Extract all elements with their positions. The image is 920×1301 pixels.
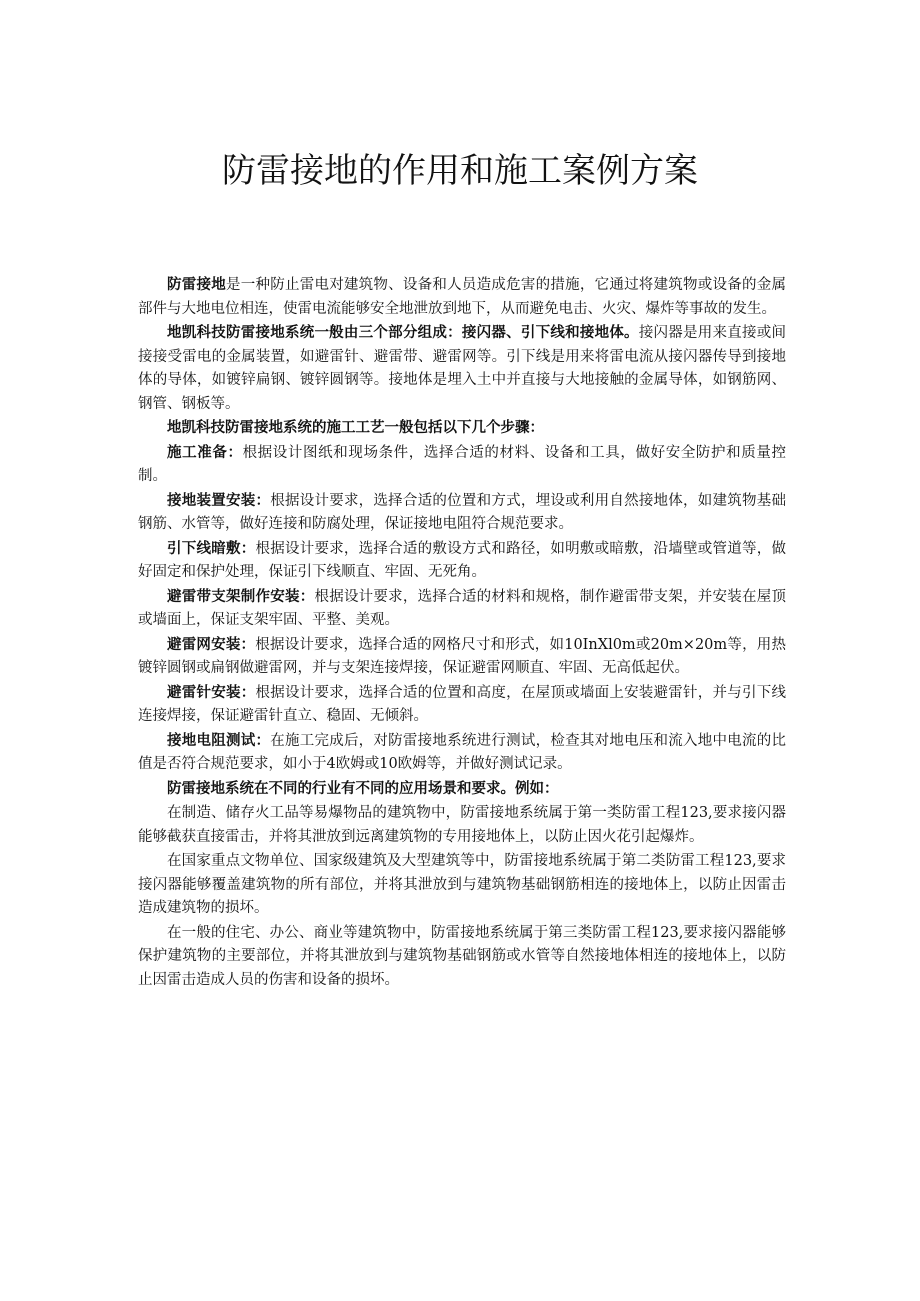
paragraph-lead: 引下线暗敷： <box>167 539 256 557</box>
paragraph-text: 在一般的住宅、办公、商业等建筑物中，防雷接地系统属于第三类防雷工程123,要求接闪器能够保护建筑物的主要部位，并将其泄放到与建筑物基础钢筋或水管等自然接地体相连的接地体上，以防止因雷击造成人员的伤害和设备的损坏。 <box>138 924 786 988</box>
paragraph-7 <box>138 585 786 633</box>
paragraph-text: 根据设计要求，选择合适的位置和方式，埋设或利用自然接地体，如建筑物基础钢筋、水管等，做好连接和防腐处理，保证接地电阻符合规范要求。 <box>138 492 787 532</box>
paragraph-13 <box>138 849 786 921</box>
paragraph-lead: 避雷网安装： <box>167 635 256 653</box>
paragraph-4 <box>138 441 786 489</box>
paragraph-lead: 地凯科技防雷接地系统一般由三个部分组成：接闪器、引下线和接地体。 <box>167 324 639 341</box>
paragraph-lead: 防雷接地 <box>167 276 226 293</box>
paragraph-12 <box>138 801 786 849</box>
paragraph-lead: 施工准备： <box>167 443 243 461</box>
paragraph-9 <box>138 681 786 729</box>
paragraph-text: 在施工完成后，对防雷接地系统进行测试，检查其对地电压和流入地中电流的比值是否符合规范要求，如小于4欧姆或10欧姆等，并做好测试记录。 <box>138 732 787 772</box>
paragraph-3 <box>138 416 786 441</box>
paragraph-lead: 地凯科技防雷接地系统的施工工艺一般包括以下几个步骤： <box>167 419 544 436</box>
paragraph-text: 根据设计要求，选择合适的位置和高度，在屋顶或墙面上安装避雷针，并与引下线连接焊接，保证避雷针直立、稳固、无倾斜。 <box>138 684 787 724</box>
paragraph-text: 在制造、储存火工品等易爆物品的建筑物中，防雷接地系统属于第一类防雷工程123,要求接闪器能够截获直接雷击，并将其泄放到远离建筑物的专用接地体上，以防止因火花引起爆炸。 <box>138 805 786 845</box>
paragraph-lead: 接地电阻测试： <box>167 731 271 749</box>
page-title: 防雷接地的作用和施工案例方案 <box>222 151 698 191</box>
paragraph-10 <box>138 729 786 777</box>
paragraph-6 <box>138 537 786 585</box>
paragraph-5 <box>138 489 786 537</box>
paragraph-8 <box>138 633 786 681</box>
paragraph-text: 根据设计要求，选择合适的网格尺寸和形式，如10InXl0m或20m×20m等，用热镀锌圆钢或扁钢做避雷网，并与支架连接焊接，保证避雷网顺直、牢固、无高低起伏。 <box>138 636 787 676</box>
paragraph-lead: 接地装置安装： <box>167 491 271 509</box>
paragraph-text: 在国家重点文物单位、国家级建筑及大型建筑等中，防雷接地系统属于第二类防雷工程123,要求接闪器能够覆盖建筑物的所有部位，并将其泄放到与建筑物基础钢筋相连的接地体上，以防止因雷击造成建筑物的损坏。 <box>138 853 786 916</box>
paragraph-lead: 避雷针安装： <box>167 683 256 701</box>
paragraph-14 <box>138 921 786 993</box>
paragraph-lead: 避雷带支架制作安装： <box>167 587 315 605</box>
paragraph-text: 根据设计要求，选择合适的材料和规格，制作避雷带支架，并安装在屋顶或墙面上，保证支架牢固、平整、美观。 <box>138 588 787 628</box>
paragraph-text: 接闪器是用来直接或间接接受雷电的金属装置，如避雷针、避雷带、避雷网等。引下线是用来将雷电流从接闪器传导到接地体的导体，如镀锌扁钢、镀锌圆钢等。接地体是埋入土中并直接与大地接触的金属导体，如钢筋网、钢管、钢板等。 <box>138 325 787 412</box>
paragraph-1 <box>138 273 786 321</box>
paragraph-lead: 防雷接地系统在不同的行业有不同的应用场景和要求。例如： <box>167 779 559 797</box>
paragraph-11 <box>138 777 786 802</box>
document-body <box>138 273 786 992</box>
paragraph-text: 是一种防止雷电对建筑物、设备和人员造成危害的措施，它通过将建筑物或设备的金属部件与大地电位相连，使雷电流能够安全地泄放到地下，从而避免电击、火灾、爆炸等事故的发生。 <box>138 277 787 317</box>
paragraph-text: 根据设计图纸和现场条件，选择合适的材料、设备和工具，做好安全防护和质量控制。 <box>138 444 786 484</box>
paragraph-text: 根据设计要求，选择合适的敷设方式和路径，如明敷或暗敷，沿墙壁或管道等，做好固定和保护处理，保证引下线顺直、牢固、无死角。 <box>138 540 787 580</box>
paragraph-2 <box>138 321 786 416</box>
